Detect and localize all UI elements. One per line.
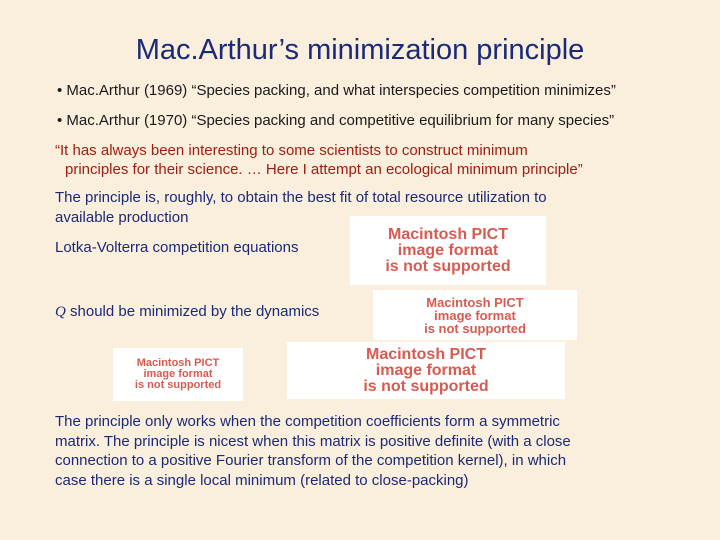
pict-text-line-2: image format bbox=[375, 361, 477, 379]
bullet-macarthur-1969: • Mac.Arthur (1969) “Species packing, and what interspecies competition minimizes” bbox=[57, 82, 616, 99]
closing-line-1: The principle only works when the competition coefficients form a symmetric bbox=[55, 413, 560, 430]
q-symbol: Q bbox=[55, 304, 66, 320]
closing-paragraph bbox=[55, 412, 571, 490]
pict-placeholder-small bbox=[113, 348, 243, 401]
pict-text-line-1: Macintosh PICT bbox=[426, 294, 524, 310]
closing-line-4: case there is a single local minimum (related to close-packing) bbox=[55, 471, 469, 489]
pict-text-line-1: Macintosh PICT bbox=[136, 357, 220, 369]
pict-text-line-1: Macintosh PICT bbox=[365, 345, 486, 363]
pict-placeholder-large bbox=[287, 342, 565, 399]
pict-text-line-3: is not supported bbox=[134, 379, 222, 391]
pict-text-line-2: image format bbox=[397, 241, 499, 259]
pict-text-line-2: image format bbox=[434, 307, 516, 323]
lotka-volterra-label: Lotka-Volterra competition equations bbox=[55, 239, 299, 256]
pict-placeholder-q-definition bbox=[373, 290, 577, 340]
principle-line-2: available production bbox=[55, 208, 189, 226]
pict-text-line-3: is not supported bbox=[424, 320, 526, 336]
pict-text-line-2: image format bbox=[143, 368, 213, 380]
pict-text-line-1: Macintosh PICT bbox=[387, 225, 508, 243]
macarthur-quote bbox=[55, 141, 675, 179]
pict-text-line-3: is not supported bbox=[385, 257, 511, 275]
quote-line-2: principles for their science. … Here I attempt an ecological minimum principle” bbox=[65, 161, 583, 178]
bullet-macarthur-1970: • Mac.Arthur (1970) “Species packing and competitive equilibrium for many species” bbox=[57, 112, 615, 129]
quote-line-1: “It has always been interesting to some scientists to construct minimum bbox=[55, 142, 528, 159]
pict-placeholder-lotka-volterra bbox=[350, 216, 546, 285]
closing-line-3: connection to a positive Fourier transform of the competition kernel), in which bbox=[55, 452, 567, 469]
q-minimized-label bbox=[55, 302, 319, 323]
pict-text-line-3: is not supported bbox=[363, 377, 489, 395]
page-title: Mac.Arthur’s minimization principle bbox=[135, 34, 585, 66]
principle-line-1: The principle is, roughly, to obtain the best fit of total resource utilization to bbox=[55, 189, 547, 206]
closing-line-2: matrix. The principle is nicest when this matrix is positive definite (with a close bbox=[55, 432, 571, 450]
q-label-text: should be minimized by the dynamics bbox=[65, 303, 320, 320]
